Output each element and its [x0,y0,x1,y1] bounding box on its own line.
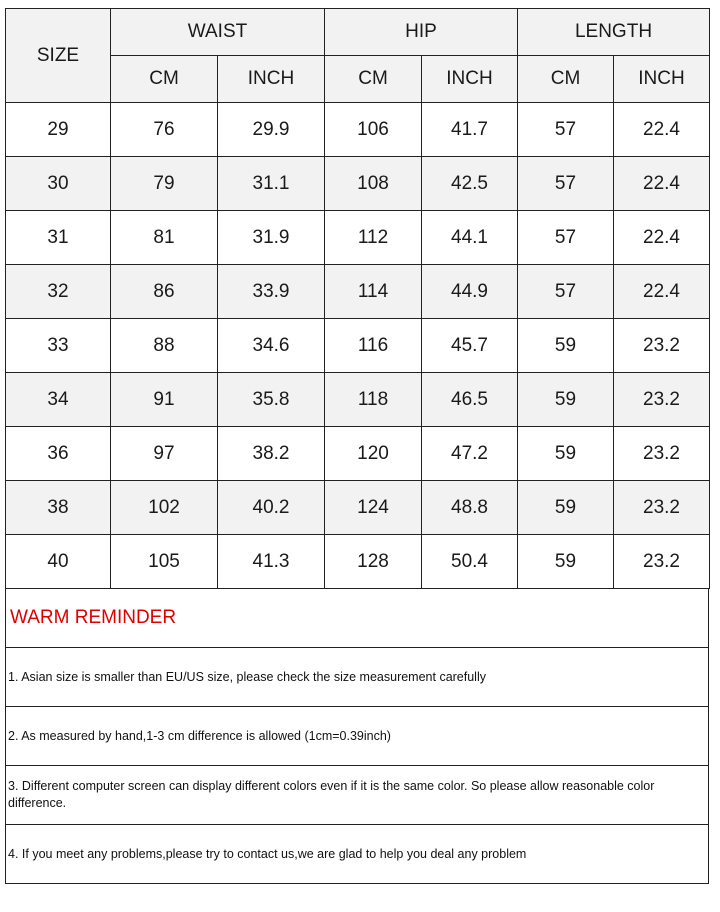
measurement-cell: 31.1 [218,157,325,211]
measurement-cell: 59 [518,427,614,481]
measurement-cell: 23.2 [614,373,710,427]
measurement-cell: 59 [518,319,614,373]
measurement-cell: 114 [325,265,422,319]
measurement-cell: 57 [518,103,614,157]
measurement-cell: 59 [518,535,614,589]
measurement-cell: 102 [111,481,218,535]
table-row [6,157,710,211]
size-cell: 29 [6,103,111,157]
measurement-cell: 118 [325,373,422,427]
table-row [6,427,710,481]
measurement-cell: 108 [325,157,422,211]
measurement-cell: 42.5 [422,157,518,211]
measurement-cell: 22.4 [614,157,710,211]
unit-header: INCH [422,56,518,103]
measurement-cell: 23.2 [614,535,710,589]
measurement-cell: 41.7 [422,103,518,157]
measurement-cell: 46.5 [422,373,518,427]
measurement-cell: 34.6 [218,319,325,373]
reminder-note: 1. Asian size is smaller than EU/US size, please check the size measurement carefully [6,648,709,707]
measurement-cell: 48.8 [422,481,518,535]
size-cell: 38 [6,481,111,535]
size-cell: 31 [6,211,111,265]
header-unit-row [6,56,710,103]
reminder-note: 4. If you meet any problems,please try to contact us,we are glad to help you deal any problem [6,825,709,884]
measurement-cell: 106 [325,103,422,157]
measurement-cell: 29.9 [218,103,325,157]
size-table-body [6,103,710,589]
hip-header: HIP [325,9,518,56]
measurement-cell: 35.8 [218,373,325,427]
measurement-cell: 31.9 [218,211,325,265]
measurement-cell: 33.9 [218,265,325,319]
measurement-cell: 23.2 [614,427,710,481]
table-row [6,265,710,319]
measurement-cell: 128 [325,535,422,589]
reminder-note: 3. Different computer screen can display different colors even if it is the same color. So please allow reasonable color difference. [6,766,709,825]
unit-header: INCH [614,56,710,103]
length-header: LENGTH [518,9,710,56]
measurement-cell: 45.7 [422,319,518,373]
measurement-cell: 22.4 [614,103,710,157]
table-row [6,211,710,265]
size-cell: 34 [6,373,111,427]
table-row [6,103,710,157]
measurement-cell: 116 [325,319,422,373]
size-cell: 40 [6,535,111,589]
waist-header: WAIST [111,9,325,56]
warm-reminder [5,589,709,884]
unit-header: CM [111,56,218,103]
measurement-cell: 86 [111,265,218,319]
size-cell: 30 [6,157,111,211]
reminder-note: 2. As measured by hand,1-3 cm difference is allowed (1cm=0.39inch) [6,707,709,766]
measurement-cell: 88 [111,319,218,373]
measurement-cell: 23.2 [614,481,710,535]
measurement-cell: 44.1 [422,211,518,265]
measurement-cell: 112 [325,211,422,265]
reminder-title: WARM REMINDER [10,607,177,628]
unit-header: CM [325,56,422,103]
measurement-cell: 44.9 [422,265,518,319]
table-row [6,319,710,373]
size-table [5,8,710,589]
measurement-cell: 38.2 [218,427,325,481]
header-group-row [6,9,710,56]
size-cell: 33 [6,319,111,373]
measurement-cell: 22.4 [614,265,710,319]
measurement-cell: 59 [518,373,614,427]
table-row [6,373,710,427]
measurement-cell: 124 [325,481,422,535]
table-row [6,535,710,589]
measurement-cell: 59 [518,481,614,535]
table-row [6,481,710,535]
measurement-cell: 120 [325,427,422,481]
measurement-cell: 57 [518,265,614,319]
size-cell: 36 [6,427,111,481]
measurement-cell: 50.4 [422,535,518,589]
measurement-cell: 97 [111,427,218,481]
unit-header: INCH [218,56,325,103]
measurement-cell: 105 [111,535,218,589]
measurement-cell: 47.2 [422,427,518,481]
measurement-cell: 57 [518,211,614,265]
size-header: SIZE [6,9,111,103]
measurement-cell: 57 [518,157,614,211]
measurement-cell: 23.2 [614,319,710,373]
measurement-cell: 76 [111,103,218,157]
unit-header: CM [518,56,614,103]
measurement-cell: 40.2 [218,481,325,535]
size-cell: 32 [6,265,111,319]
measurement-cell: 41.3 [218,535,325,589]
measurement-cell: 91 [111,373,218,427]
measurement-cell: 79 [111,157,218,211]
measurement-cell: 81 [111,211,218,265]
measurement-cell: 22.4 [614,211,710,265]
size-chart [5,8,709,884]
